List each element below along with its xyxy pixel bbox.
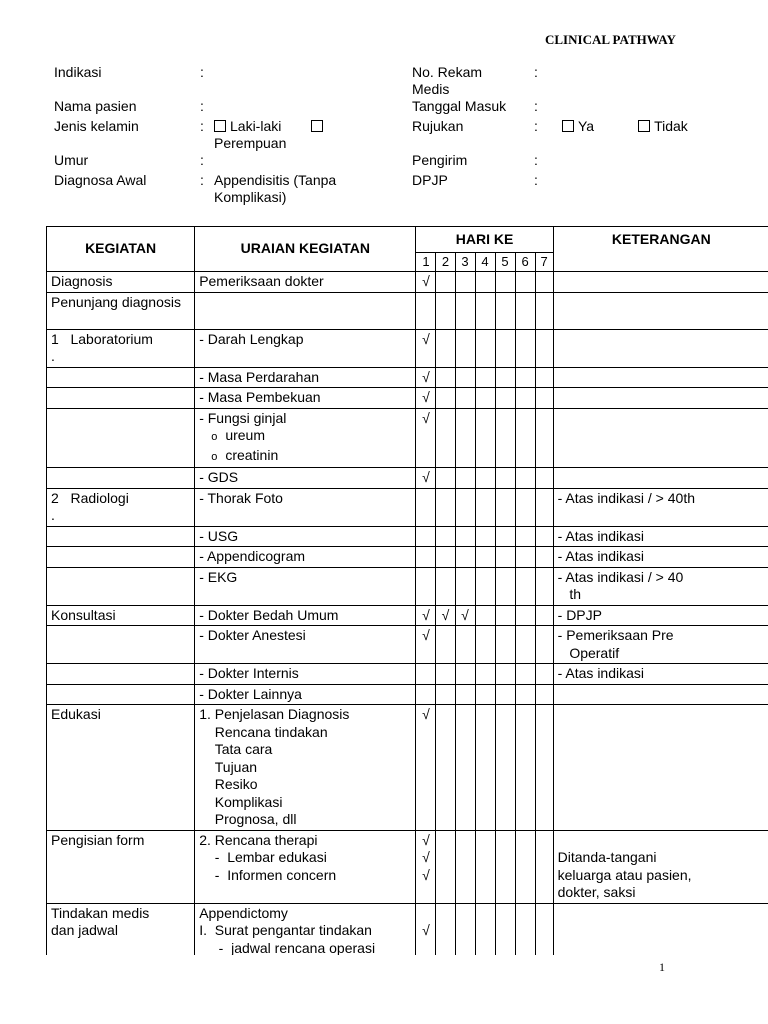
keterangan-cell xyxy=(553,367,768,388)
day-cell: √ xyxy=(416,388,436,409)
keterangan-cell: - Atas indikasi xyxy=(553,526,768,547)
day-cell xyxy=(535,605,553,626)
day-cell xyxy=(535,664,553,685)
uraian-cell: - USG xyxy=(195,526,416,547)
day-cell xyxy=(475,388,495,409)
keterangan-cell: - Atas indikasi / > 40th xyxy=(553,488,768,526)
day-cell xyxy=(475,408,495,468)
col-hari-header: HARI KE xyxy=(416,227,553,253)
bullet-item: o creatinin xyxy=(199,447,411,467)
uraian-cell: - Dokter Anestesi xyxy=(195,626,416,664)
uraian-cell: - Dokter Lainnya xyxy=(195,684,416,705)
field-label: DPJP xyxy=(412,172,448,188)
day-cell: √ √ √ xyxy=(416,830,436,903)
table-row xyxy=(47,705,768,831)
option-label: Perempuan xyxy=(214,135,287,151)
day-cell: √ xyxy=(416,408,436,468)
kegiatan-cell xyxy=(47,684,195,705)
day-cell xyxy=(416,664,436,685)
day-cell xyxy=(535,367,553,388)
day-cell xyxy=(535,408,553,468)
header-row xyxy=(54,64,734,98)
uraian-cell: - Fungsi ginjal o ureum o creatinin xyxy=(195,408,416,468)
uraian-cell: - Dokter Bedah Umum xyxy=(195,605,416,626)
day-cell xyxy=(416,526,436,547)
uraian-cell: - GDS xyxy=(195,468,416,489)
day-cell xyxy=(495,408,515,468)
field-colon: : xyxy=(534,98,538,114)
day-cell xyxy=(436,830,455,903)
field-colon: : xyxy=(200,118,204,134)
day-cell xyxy=(535,292,553,329)
page-bottom-margin xyxy=(0,955,768,1024)
day-cell xyxy=(475,329,495,367)
day-cell xyxy=(416,567,436,605)
day-cell xyxy=(475,626,495,664)
day-number: 7 xyxy=(535,252,553,271)
day-cell xyxy=(495,567,515,605)
day-cell xyxy=(495,684,515,705)
kegiatan-cell xyxy=(47,664,195,685)
day-cell xyxy=(535,705,553,831)
keterangan-cell xyxy=(553,468,768,489)
day-cell xyxy=(436,468,455,489)
kegiatan-cell xyxy=(47,388,195,409)
page-number: 1 xyxy=(659,960,665,974)
field-label: Umur xyxy=(54,152,89,168)
day-cell xyxy=(515,547,535,568)
field-label: Diagnosa Awal xyxy=(54,172,147,188)
kegiatan-cell: 2 Radiologi . xyxy=(47,488,195,526)
day-cell xyxy=(436,388,455,409)
keterangan-cell xyxy=(553,684,768,705)
day-cell xyxy=(436,664,455,685)
document-title: CLINICAL PATHWAY xyxy=(545,32,676,47)
day-cell: √ xyxy=(416,605,436,626)
field-label: Nama pasien xyxy=(54,98,137,114)
day-cell xyxy=(535,547,553,568)
keterangan-cell xyxy=(553,292,768,329)
day-cell xyxy=(515,605,535,626)
keterangan-cell xyxy=(553,388,768,409)
keterangan-cell xyxy=(553,272,768,293)
day-cell xyxy=(495,292,515,329)
col-kegiatan-header: KEGIATAN xyxy=(47,227,195,272)
day-number: 6 xyxy=(515,252,535,271)
field-label: Rujukan xyxy=(412,118,464,134)
day-cell xyxy=(535,329,553,367)
rujukan-options xyxy=(562,118,688,135)
day-cell xyxy=(455,292,475,329)
field-label: Tanggal Masuk xyxy=(412,98,507,114)
day-cell: √ xyxy=(416,367,436,388)
day-cell xyxy=(416,292,436,329)
kegiatan-cell: Edukasi xyxy=(47,705,195,831)
day-cell xyxy=(495,468,515,489)
kegiatan-cell: Pengisian form xyxy=(47,830,195,903)
field-colon: : xyxy=(534,172,538,188)
uraian-cell: - Masa Perdarahan xyxy=(195,367,416,388)
day-number: 3 xyxy=(455,252,475,271)
field-colon: : xyxy=(534,118,538,134)
day-cell xyxy=(535,468,553,489)
day-cell xyxy=(515,684,535,705)
day-cell xyxy=(436,684,455,705)
field-colon: : xyxy=(200,98,204,114)
day-cell xyxy=(436,488,455,526)
day-cell xyxy=(495,367,515,388)
day-cell xyxy=(436,626,455,664)
checkbox-icon[interactable] xyxy=(638,120,650,132)
keterangan-cell: - Atas indikasi xyxy=(553,664,768,685)
checkbox-icon[interactable] xyxy=(562,120,574,132)
day-cell xyxy=(455,367,475,388)
day-number: 1 xyxy=(416,252,436,271)
day-number: 5 xyxy=(495,252,515,271)
uraian-cell: - Darah Lengkap xyxy=(195,329,416,367)
day-cell xyxy=(515,292,535,329)
day-cell xyxy=(475,468,495,489)
day-cell: √ xyxy=(436,605,455,626)
table-row xyxy=(47,526,768,547)
day-cell xyxy=(515,830,535,903)
day-cell: √ xyxy=(416,329,436,367)
checkbox-icon[interactable] xyxy=(311,120,323,132)
day-cell xyxy=(535,488,553,526)
day-cell xyxy=(495,664,515,685)
day-cell xyxy=(495,329,515,367)
day-cell xyxy=(475,292,495,329)
day-cell xyxy=(515,488,535,526)
kegiatan-cell xyxy=(47,367,195,388)
day-cell xyxy=(495,488,515,526)
col-uraian-header: URAIAN KEGIATAN xyxy=(195,227,416,272)
day-cell xyxy=(475,830,495,903)
field-colon: : xyxy=(534,152,538,168)
table-row xyxy=(47,292,768,329)
uraian-cell: 1. Penjelasan Diagnosis Rencana tindakan Tata cara Tujuan Resiko Komplikasi Prognosa, dll xyxy=(195,705,416,831)
keterangan-cell: Ditanda-tangani keluarga atau pasien, dokter, saksi xyxy=(553,830,768,903)
day-cell xyxy=(515,388,535,409)
table-row xyxy=(47,605,768,626)
day-cell xyxy=(535,830,553,903)
uraian-cell: - EKG xyxy=(195,567,416,605)
day-cell xyxy=(535,272,553,293)
table-row xyxy=(47,567,768,605)
day-cell xyxy=(455,705,475,831)
header-row xyxy=(54,152,734,172)
day-cell: √ xyxy=(416,705,436,831)
table-row xyxy=(47,488,768,526)
field-label: No. Rekam Medis xyxy=(412,64,483,97)
kegiatan-cell xyxy=(47,567,195,605)
day-cell xyxy=(515,468,535,489)
uraian-cell: - Dokter Internis xyxy=(195,664,416,685)
day-cell xyxy=(436,547,455,568)
day-cell xyxy=(515,408,535,468)
table-row xyxy=(47,626,768,664)
header-row xyxy=(54,98,734,118)
day-cell xyxy=(436,705,455,831)
table-row xyxy=(47,468,768,489)
day-cell xyxy=(436,292,455,329)
day-cell xyxy=(495,605,515,626)
day-cell xyxy=(436,329,455,367)
day-cell xyxy=(475,567,495,605)
day-cell xyxy=(535,388,553,409)
col-keterangan-header: KETERANGAN xyxy=(553,227,768,272)
day-cell xyxy=(475,664,495,685)
day-cell xyxy=(495,526,515,547)
day-cell xyxy=(475,367,495,388)
day-cell: √ xyxy=(455,605,475,626)
day-cell xyxy=(475,605,495,626)
header-row xyxy=(54,172,734,212)
day-cell xyxy=(416,488,436,526)
table-row xyxy=(47,408,768,468)
day-cell: √ xyxy=(416,272,436,293)
kegiatan-cell: 1 Laboratorium . xyxy=(47,329,195,367)
header-row xyxy=(54,118,734,152)
uraian-cell: - Thorak Foto xyxy=(195,488,416,526)
kegiatan-cell: Konsultasi xyxy=(47,605,195,626)
day-cell xyxy=(455,329,475,367)
uraian-cell: Pemeriksaan dokter xyxy=(195,272,416,293)
kegiatan-cell: Diagnosis xyxy=(47,272,195,293)
day-cell xyxy=(416,684,436,705)
day-cell xyxy=(455,272,475,293)
day-number: 4 xyxy=(475,252,495,271)
table-row xyxy=(47,388,768,409)
day-cell xyxy=(475,705,495,831)
day-cell xyxy=(535,626,553,664)
checkbox-icon[interactable] xyxy=(214,120,226,132)
day-cell xyxy=(495,830,515,903)
day-cell xyxy=(515,526,535,547)
field-colon: : xyxy=(200,172,204,188)
keterangan-cell xyxy=(553,705,768,831)
clinical-pathway-table xyxy=(46,226,768,977)
day-cell xyxy=(495,705,515,831)
gender-options xyxy=(214,118,384,152)
table-row xyxy=(47,272,768,293)
table-row xyxy=(47,684,768,705)
day-cell xyxy=(515,367,535,388)
day-cell xyxy=(495,272,515,293)
uraian-cell: Appendictomy I. Surat pengantar tindakan - jadwal rencana operasi xyxy=(195,903,416,976)
field-colon: : xyxy=(534,64,538,80)
uraian-cell: - Appendicogram xyxy=(195,547,416,568)
table-row xyxy=(47,830,768,903)
day-cell xyxy=(455,408,475,468)
day-cell xyxy=(436,526,455,547)
day-cell xyxy=(455,526,475,547)
kegiatan-cell xyxy=(47,626,195,664)
field-colon: : xyxy=(200,152,204,168)
uraian-cell: 2. Rencana therapi - Lembar edukasi - Informen concern xyxy=(195,830,416,903)
table-row xyxy=(47,367,768,388)
option-label: Laki-laki xyxy=(230,118,282,134)
uraian-cell xyxy=(195,292,416,329)
day-cell xyxy=(436,272,455,293)
day-cell xyxy=(436,408,455,468)
field-label: Jenis kelamin xyxy=(54,118,139,134)
kegiatan-cell xyxy=(47,408,195,468)
day-cell xyxy=(455,567,475,605)
day-cell xyxy=(455,488,475,526)
keterangan-cell: - DPJP xyxy=(553,605,768,626)
day-cell xyxy=(455,468,475,489)
day-cell xyxy=(535,567,553,605)
keterangan-cell: - Pemeriksaan Pre Operatif xyxy=(553,626,768,664)
keterangan-cell: - Atas indikasi / > 40 th xyxy=(553,567,768,605)
day-cell xyxy=(495,388,515,409)
day-cell xyxy=(475,684,495,705)
keterangan-cell xyxy=(553,408,768,468)
day-cell xyxy=(455,626,475,664)
kegiatan-cell xyxy=(47,468,195,489)
day-cell xyxy=(515,664,535,685)
day-cell xyxy=(455,547,475,568)
field-label: Pengirim xyxy=(412,152,468,168)
table-row xyxy=(47,547,768,568)
option-label: Ya xyxy=(578,118,595,134)
kegiatan-cell xyxy=(47,547,195,568)
day-cell xyxy=(436,567,455,605)
day-cell xyxy=(515,626,535,664)
field-colon: : xyxy=(200,64,204,80)
day-cell xyxy=(455,684,475,705)
day-cell xyxy=(495,547,515,568)
day-cell xyxy=(455,664,475,685)
day-cell xyxy=(475,272,495,293)
kegiatan-cell: Tindakan medis dan jadwal xyxy=(47,903,195,976)
day-cell: √ xyxy=(416,468,436,489)
field-value: Appendisitis (Tanpa Komplikasi) xyxy=(214,172,337,205)
keterangan-cell: - Atas indikasi xyxy=(553,547,768,568)
table-row xyxy=(47,664,768,685)
table-row xyxy=(47,329,768,367)
day-cell xyxy=(515,567,535,605)
day-cell xyxy=(495,626,515,664)
field-label: Indikasi xyxy=(54,64,102,80)
day-cell xyxy=(455,388,475,409)
day-cell xyxy=(475,547,495,568)
day-cell xyxy=(475,526,495,547)
day-cell: √ xyxy=(416,903,436,976)
kegiatan-cell xyxy=(47,526,195,547)
uraian-cell: - Masa Pembekuan xyxy=(195,388,416,409)
day-cell xyxy=(416,547,436,568)
day-number: 2 xyxy=(436,252,455,271)
day-cell xyxy=(535,684,553,705)
kegiatan-cell: Penunjang diagnosis xyxy=(47,292,195,329)
day-cell xyxy=(515,272,535,293)
day-cell: √ xyxy=(416,626,436,664)
bullet-item: o ureum xyxy=(199,427,411,447)
day-cell xyxy=(515,705,535,831)
day-cell xyxy=(436,367,455,388)
keterangan-cell xyxy=(553,329,768,367)
day-cell xyxy=(455,830,475,903)
day-cell xyxy=(475,488,495,526)
day-cell xyxy=(515,329,535,367)
option-label: Tidak xyxy=(654,118,688,134)
day-cell xyxy=(535,526,553,547)
